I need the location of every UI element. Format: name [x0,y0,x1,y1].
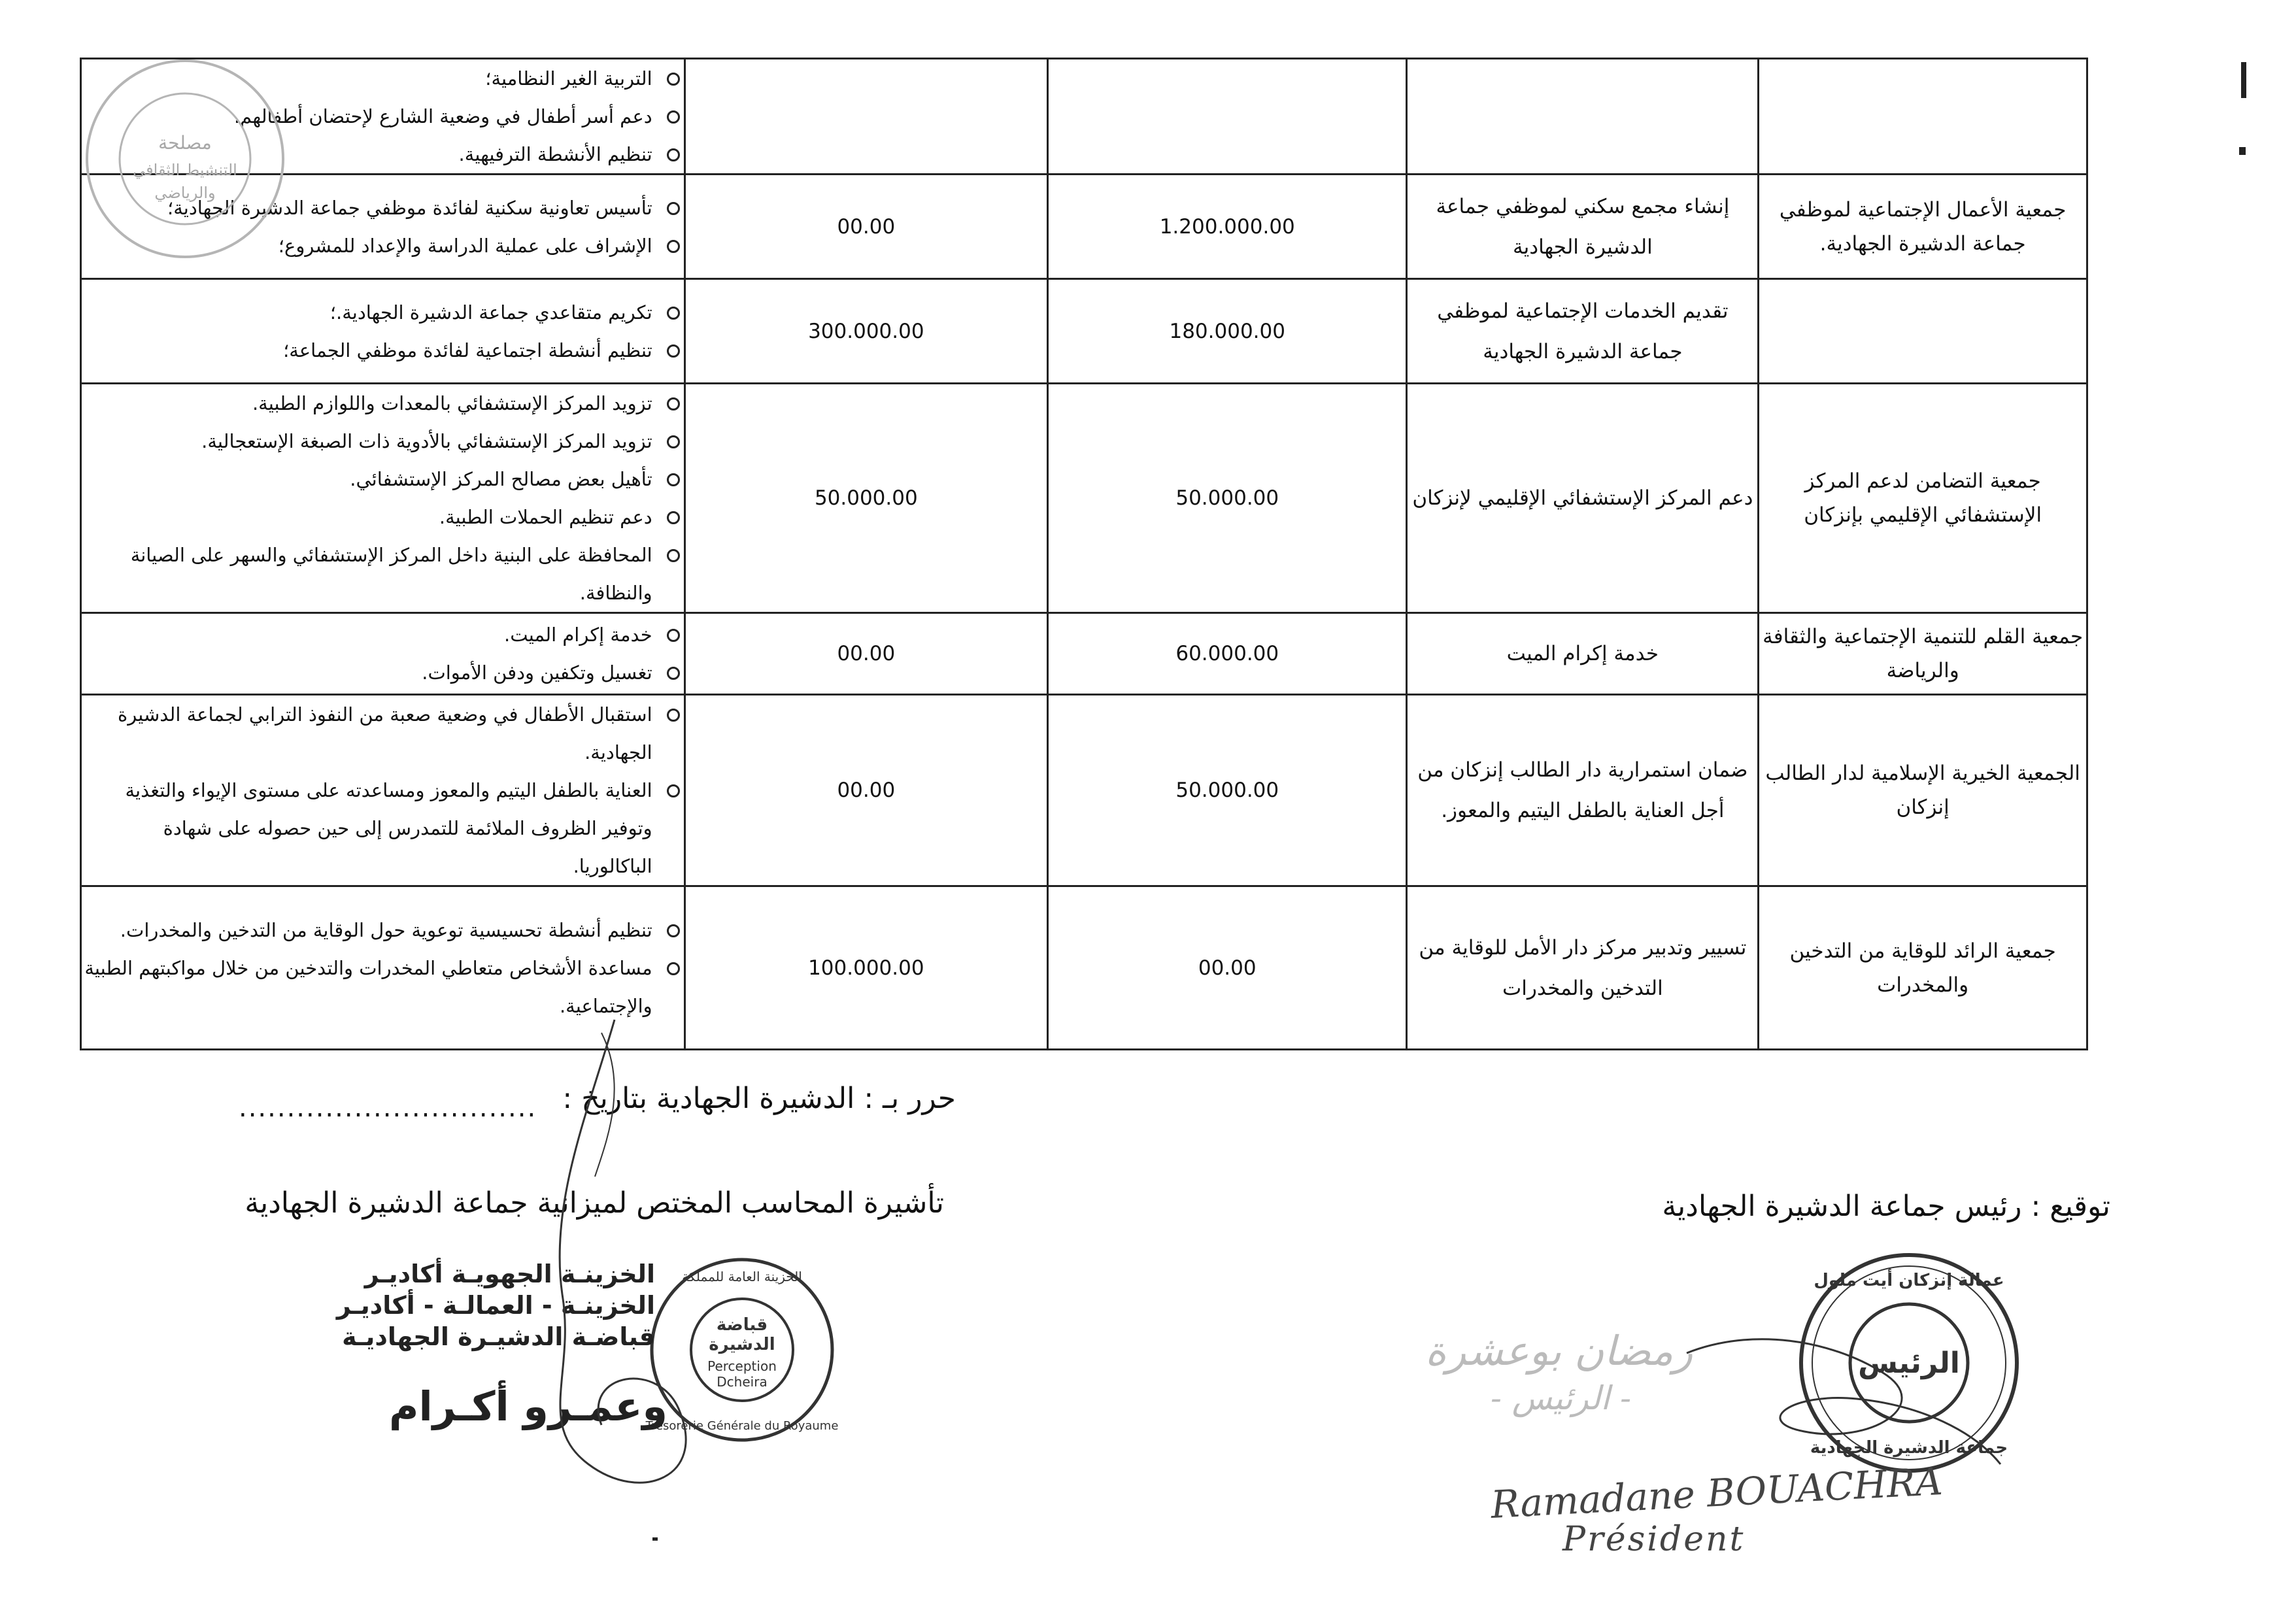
project-cell: خدمة إكرام الميت [1407,613,1759,695]
svg-text:Dcheira: Dcheira [717,1374,768,1390]
svg-text:الخزينة العامة للمملكة: الخزينة العامة للمملكة [682,1269,802,1284]
table-row [81,384,2087,613]
grants-table [80,58,2088,1050]
amount-b-cell: 100.000.00 [684,886,1047,1050]
svg-text:جماعة الدشيرة الجهادية: جماعة الدشيرة الجهادية [1810,1438,2008,1458]
activity-item: تأسيس تعاونية سكنية لفائدة موظفي جماعة الدشيرة الجهادية؛ [82,189,684,227]
association-cell [1759,279,2087,384]
drafted-at-label: حرر بـ : الدشيرة الجهادية بتاريخ : [562,1082,956,1115]
president-title-arabic: - الرئيس - [1491,1379,1632,1417]
activity-item: مساعدة الأشخاص متعاطي المخدرات والتدخين من خلال مواكبتهم الطبية والإجتماعية. [82,949,684,1025]
activities-cell [81,279,685,384]
amount-b-cell: 00.00 [684,175,1047,279]
association-cell: جمعية التضامن لدعم المركز الإستشفائي الإقليمي بإنزكان [1759,384,2087,613]
date-placeholder-dots: ............................... [239,1093,537,1123]
edge-mark-1 [2241,62,2246,98]
amount-a-cell [1048,59,1407,175]
treasury-line-2: الخزينـة - العمالـة - أكاديـر [336,1291,655,1320]
svg-text:Perception: Perception [707,1358,777,1374]
department-stamp [77,51,293,267]
amount-a-cell: 50.000.00 [1048,695,1407,886]
svg-text:والرياضي: والرياضي [154,184,216,202]
table-row [81,175,2087,279]
activity-item: التربية الغير النظامية؛ [82,59,684,97]
activity-item: تزويد المركز الإستشفائي بالمعدات واللوازم الطبية. [82,384,684,422]
project-cell: تسيير وتدبير مركز دار الأمل للوقاية من التدخين والمخدرات [1407,886,1759,1050]
table-row [81,613,2087,695]
amount-b-cell: 00.00 [684,613,1047,695]
activity-item: دعم تنظيم الحملات الطبية. [82,498,684,536]
activities-cell [81,613,685,695]
project-cell: إنشاء مجمع سكني لموظفي جماعة الدشيرة الجهادية [1407,175,1759,279]
association-cell: جمعية القلم للتنمية الإجتماعية والثقافة والرياضة [1759,613,2087,695]
amount-b-cell: 00.00 [684,695,1047,886]
activity-item: الإشراف على عملية الدراسة والإعداد للمشروع؛ [82,227,684,265]
association-cell: جمعية الأعمال الإجتماعية لموظفي جماعة الدشيرة الجهادية. [1759,175,2087,279]
activity-item: تغسيل وتكفين ودفن الأموات. [82,654,684,692]
accountant-signature [510,1007,758,1516]
association-cell: جمعية الرائد للوقاية من التدخين والمخدرات [1759,886,2087,1050]
activities-cell [81,384,685,613]
activities-list [82,616,684,692]
center-dot [652,1537,658,1541]
amount-a-cell: 180.000.00 [1048,279,1407,384]
table-row [81,59,2087,175]
activity-item: العناية بالطفل اليتيم والمعوز ومساعدته على مستوى الإيواء والتغذية وتوفير الظروف الملائمة للتمدرس إلى حين حصوله على شهادة الباكالوريا. [82,771,684,885]
activity-item: المحافظة على البنية داخل المركز الإستشفائي والسهر على الصيانة والنظافة. [82,536,684,612]
activities-cell [81,695,685,886]
svg-text:مصلحة: مصلحة [158,132,212,154]
treasury-line-1: الخزينـة الجهويـة أكاديـر [364,1260,655,1288]
activity-item: استقبال الأطفال في وضعية صعبة من النفوذ الترابي لجماعة الدشيرة الجهادية. [82,695,684,771]
activities-list [82,384,684,612]
svg-text:Trésorerie Générale du Royaume: Trésorerie Générale du Royaume [645,1419,839,1433]
svg-text:الدشيرة: الدشيرة [709,1335,775,1354]
svg-text:الرئيس: الرئيس [1858,1347,1960,1380]
table-row [81,695,2087,886]
edge-mark-2 [2239,147,2246,155]
activity-item: تنظيم أنشطة تحسيسية توعوية حول الوقاية من التدخين والمخدرات. [82,911,684,949]
accountant-visa-label: تأشيرة المحاسب المختص لميزانية جماعة الدشيرة الجهادية [245,1186,944,1220]
amount-b-cell: 300.000.00 [684,279,1047,384]
amount-b-cell: 50.000.00 [684,384,1047,613]
amount-b-cell [684,59,1047,175]
president-title: Président [1562,1520,1746,1559]
svg-text:عمالة إنزكان أيت ملول: عمالة إنزكان أيت ملول [1814,1271,2004,1290]
svg-text:التنشيط الثقافي: التنشيط الثقافي [133,161,237,179]
president-name-arabic: رمضان بوعشرة [1425,1327,1693,1375]
activity-item: تكريم متقاعدي جماعة الدشيرة الجهادية.؛ [82,293,684,331]
project-cell [1407,59,1759,175]
association-cell: الجمعية الخيرية الإسلامية لدار الطالب إنزكان [1759,695,2087,886]
activities-list [82,695,684,885]
activity-item: تنظيم الأنشطة الترفيهية. [82,135,684,173]
activity-item: تنظيم أنشطة اجتماعية لفائدة موظفي الجماعة؛ [82,331,684,369]
amount-a-cell: 60.000.00 [1048,613,1407,695]
president-signature-label: توقيع : رئيس جماعة الدشيرة الجهادية [1662,1190,2110,1223]
activity-item: دعم أسر أطفال في وضعية الشارع لإحتضان أطفالهم. [82,97,684,135]
project-cell: تقديم الخدمات الإجتماعية لموظفي جماعة الدشيرة الجهادية [1407,279,1759,384]
activity-item: تأهيل بعض مصالح المركز الإستشفائي. [82,460,684,498]
amount-a-cell: 00.00 [1048,886,1407,1050]
president-signature-scribble [1674,1314,2014,1477]
activity-item: تزويد المركز الإستشفائي بالأدوية ذات الصبغة الإستعجالية. [82,422,684,460]
president-name: Ramadane BOUACHRA [1489,1458,1944,1528]
association-cell [1759,59,2087,175]
treasury-line-3: قباضـة الدشيـرة الجهاديـة [342,1322,655,1351]
amount-a-cell: 1.200.000.00 [1048,175,1407,279]
project-cell: دعم المركز الإستشفائي الإقليمي لإنزكان [1407,384,1759,613]
treasury-signatory: وعمـرو أكـرام [389,1382,668,1430]
table-row [81,886,2087,1050]
activities-list [82,293,684,369]
table-row [81,279,2087,384]
svg-text:قباضة: قباضة [716,1315,768,1335]
amount-a-cell: 50.000.00 [1048,384,1407,613]
activity-item: خدمة إكرام الميت. [82,616,684,654]
project-cell: ضمان استمرارية دار الطالب إنزكان من أجل العناية بالطفل اليتيم والمعوز. [1407,695,1759,886]
